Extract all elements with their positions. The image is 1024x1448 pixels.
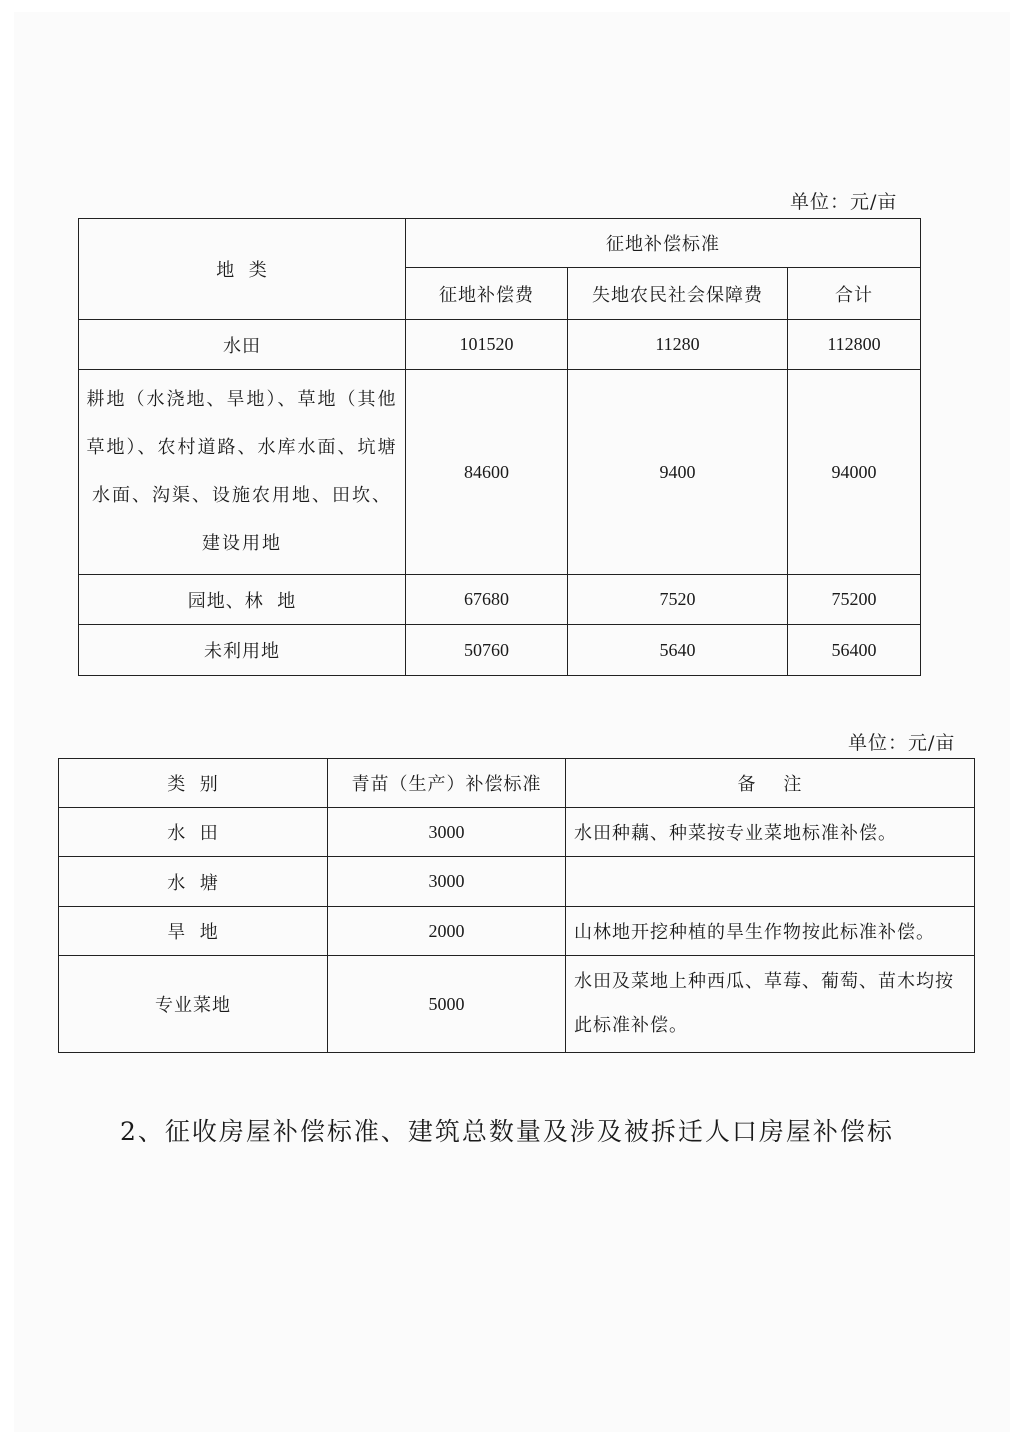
table-row [79,370,921,575]
header-land-category: 地 类 [79,219,406,320]
table-row [59,857,975,907]
section-heading: 2、征收房屋补偿标准、建筑总数量及涉及被拆迁人口房屋补偿标 [120,1117,894,1146]
table-row [79,575,921,625]
crop-compensation-table [58,758,975,1053]
crop-category-cell: 专业菜地 [59,956,328,1053]
note-cell: 水田及菜地上种西瓜、草莓、葡萄、苗木均按此标准补偿。 [566,956,975,1053]
social-fee-cell: 7520 [568,575,788,625]
social-fee-cell: 11280 [568,320,788,370]
social-fee-cell: 5640 [568,625,788,676]
header-total: 合计 [788,268,921,320]
header-note: 备 注 [566,759,975,808]
land-fee-cell: 67680 [406,575,568,625]
crop-standard-cell: 5000 [328,956,566,1053]
crop-category-cell: 水 塘 [59,857,328,907]
total-cell: 112800 [788,320,921,370]
land-category-cell: 未利用地 [79,625,406,676]
total-cell: 75200 [788,575,921,625]
table-row [79,625,921,676]
land-category-cell: 耕地（水浇地、旱地）、草地（其他草地）、农村道路、水库水面、坑塘水面、沟渠、设施农用地、田坎、建设用地 [79,370,406,575]
header-compensation-standard: 征地补偿标准 [406,219,921,268]
crop-category-cell: 水 田 [59,808,328,857]
table-row [59,956,975,1053]
land-fee-cell: 84600 [406,370,568,575]
header-crop-category: 类 别 [59,759,328,808]
header-land-fee: 征地补偿费 [406,268,568,320]
note-cell [566,857,975,907]
total-cell: 94000 [788,370,921,575]
header-social-security-fee: 失地农民社会保障费 [568,268,788,320]
unit-label-crops: 单位：元/亩 [848,732,956,754]
land-fee-cell: 101520 [406,320,568,370]
land-compensation-table [78,218,921,676]
table-row [79,320,921,370]
table-row [59,808,975,857]
table-row [59,907,975,956]
note-cell: 水田种藕、种菜按专业菜地标准补偿。 [566,808,975,857]
total-cell: 56400 [788,625,921,676]
land-category-cell: 水田 [79,320,406,370]
crop-category-cell: 旱 地 [59,907,328,956]
land-category-cell: 园地、林 地 [79,575,406,625]
crop-standard-cell: 3000 [328,857,566,907]
social-fee-cell: 9400 [568,370,788,575]
note-cell: 山林地开挖种植的旱生作物按此标准补偿。 [566,907,975,956]
crop-standard-cell: 3000 [328,808,566,857]
crop-standard-cell: 2000 [328,907,566,956]
land-fee-cell: 50760 [406,625,568,676]
unit-label-land: 单位：元/亩 [790,191,898,213]
header-crop-standard: 青苗（生产）补偿标准 [328,759,566,808]
